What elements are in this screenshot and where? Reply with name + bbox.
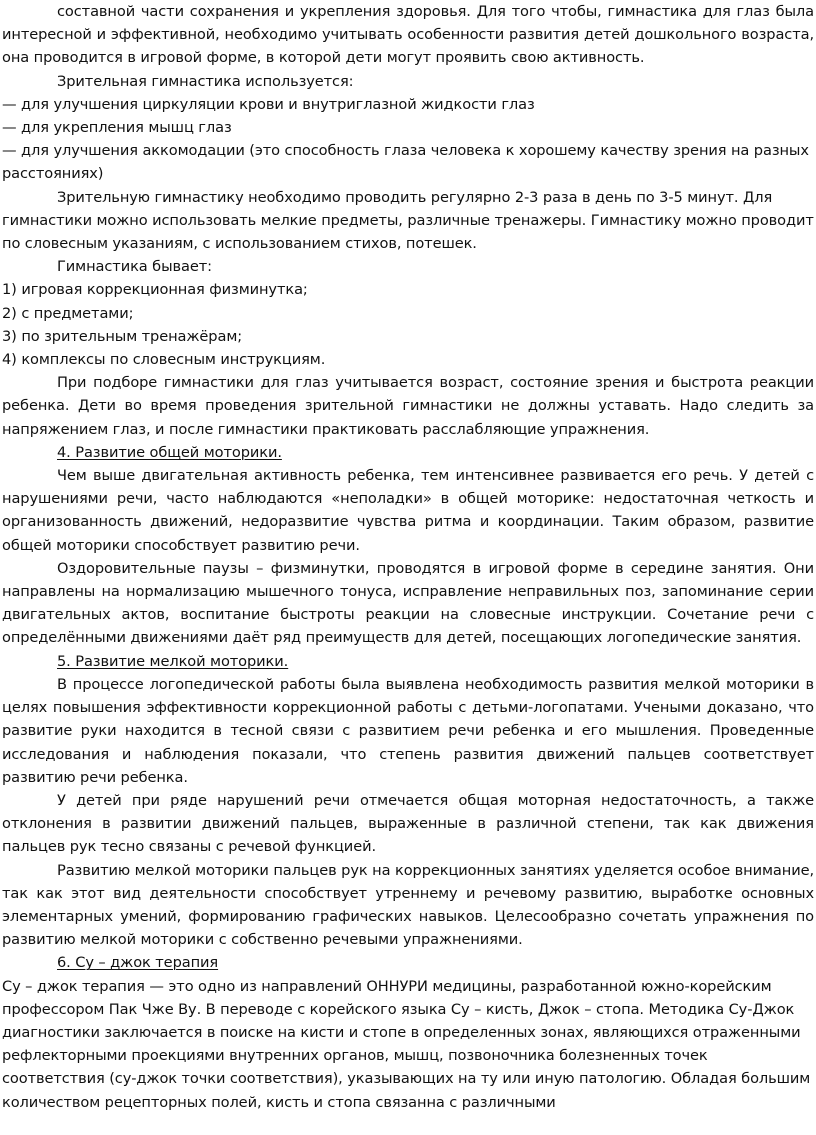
section-heading-6 [0,951,816,974]
list-dash-item-1: — для улучшения циркуляции крови и внутриглазной жидкости глаз [2,95,535,113]
paragraph-intro-start: составной части [57,3,190,20]
section-heading-5 [0,650,816,673]
paragraph-intro-end: . Для того чтобы, гимнастика для глаз была интересной и эффективной, необходимо учитывать особенности развития детей дошкольного возраста, она проводится в игровой форме, в которой дети могут проявить свою активность. [2,3,814,67]
paragraph-motor-activity: Чем выше двигательная активность ребенка, тем интенсивнее развивается его речь. У детей с нарушениями речи, часто наблюдаются «неполадки» в общей моторике: недостаточная четкость и организованность движений, недоразвитие чувства ритма и координации. Таким образом, развитие общей моторики способствует развитию речи. [2,467,814,554]
section-heading-4 [0,441,816,464]
list-item-4: 4) комплексы по словесным инструкциям. [2,351,326,369]
list-item-2: 2) с предметами; [2,304,134,322]
list-dash-item-3: — для улучшения аккомодации (это способность глаза человека к хорошему качеству зрения на разных расстояниях) [2,142,809,183]
paragraph-regularity: Зрительную гимнастику необходимо проводить регулярно 2-3 раза в день по 3-5 минут. Для гимнастики можно использовать мелкие предметы, различные тренажеры. Гимнастику можно проводит по словесным указаниям, с использованием стихов, потешек. [2,188,814,253]
section-heading-4-text: 4. Развитие общей моторики. [57,443,282,461]
paragraph-usage-title: Зрительная гимнастика используется: [57,72,354,90]
paragraph-fine-motor: В процессе логопедической работы была выявлена необходимость развития мелкой моторики в целях повышения эффективности коррекционной работы с детьми-логопатами. Учеными доказано, что развитие руки находится в тесной связи с развитием речи ребенка и его мышления. Проведенные исследования и наблюдения показали, что степень развития движений пальцев соответствует развитию речи ребенка. [2,675,814,786]
section-heading-5-text: 5. Развитие мелкой моторики. [57,652,289,670]
list-dash-item-2: — для укрепления мышц глаз [2,119,232,137]
paragraph-intro [0,0,816,70]
list-item-1: 1) игровая коррекционная физминутка; [2,281,308,299]
section-heading-6-text: 6. Су – джок терапия [57,954,219,972]
emphasis-text: сохранения и укрепления здоровья [189,3,467,20]
paragraph-types-title: Гимнастика бывает: [57,258,212,276]
paragraph-attention: Развитию мелкой моторики пальцев рук на коррекционных занятиях уделяется особое внимание, так как этот вид деятельности способствует утреннему и речевому развитию, выработке основных элементарных умений, формированию графических навыков. Целесообразно сочетать упражнения по развитию мелкой моторики с собственно речевыми упражнениями. [2,861,814,949]
paragraph-su-jok: Су – джок терапия — это одно из направлений ОННУРИ медицины, разработанной южно-корейским профессором Пак Чже Ву. В переводе с корейского языка Су – кисть, Джок – стопа. Методика Су-Джок диагностики заключается в поиске на кисти и стопе в определенных зонах, являющихся отраженными рефлекторными проекциями внутренних органов, мышц, позвоночника болезненных точек соответствия (су-джок точки соответствия), указывающих на ту или иную патологию. Обладая большим количеством рецепторных полей, кисть и стопа связанна с различными [2,977,811,1111]
paragraph-pauses: Оздоровительные паузы – физминутки, проводятся в игровой форме в середине занятия. Они направлены на нормализацию мышечного тонуса, исправление неправильных поз, запоминание серии двигательных актов, воспитание быстроты реакции на словесные инструкции. Сочетание речи с определёнными движениями даёт ряд преимуществ для детей, посещающих логопедические занятия. [2,559,814,647]
paragraph-selection: При подборе гимнастики для глаз учитывается возраст, состояние зрения и быстрота реакции ребенка. Дети во время проведения зрительной гимнастики не должны уставать. Надо следить за напряжением глаз, и после гимнастики практиковать расслабляющие упражнения. [2,374,814,438]
paragraph-disorders: У детей при ряде нарушений речи отмечается общая моторная недостаточность, а также отклонения в развитии движений пальцев, выраженные в различной степени, так как движения пальцев рук тесно связаны с речевой функцией. [2,791,814,856]
list-item-3: 3) по зрительным тренажёрам; [2,327,243,345]
